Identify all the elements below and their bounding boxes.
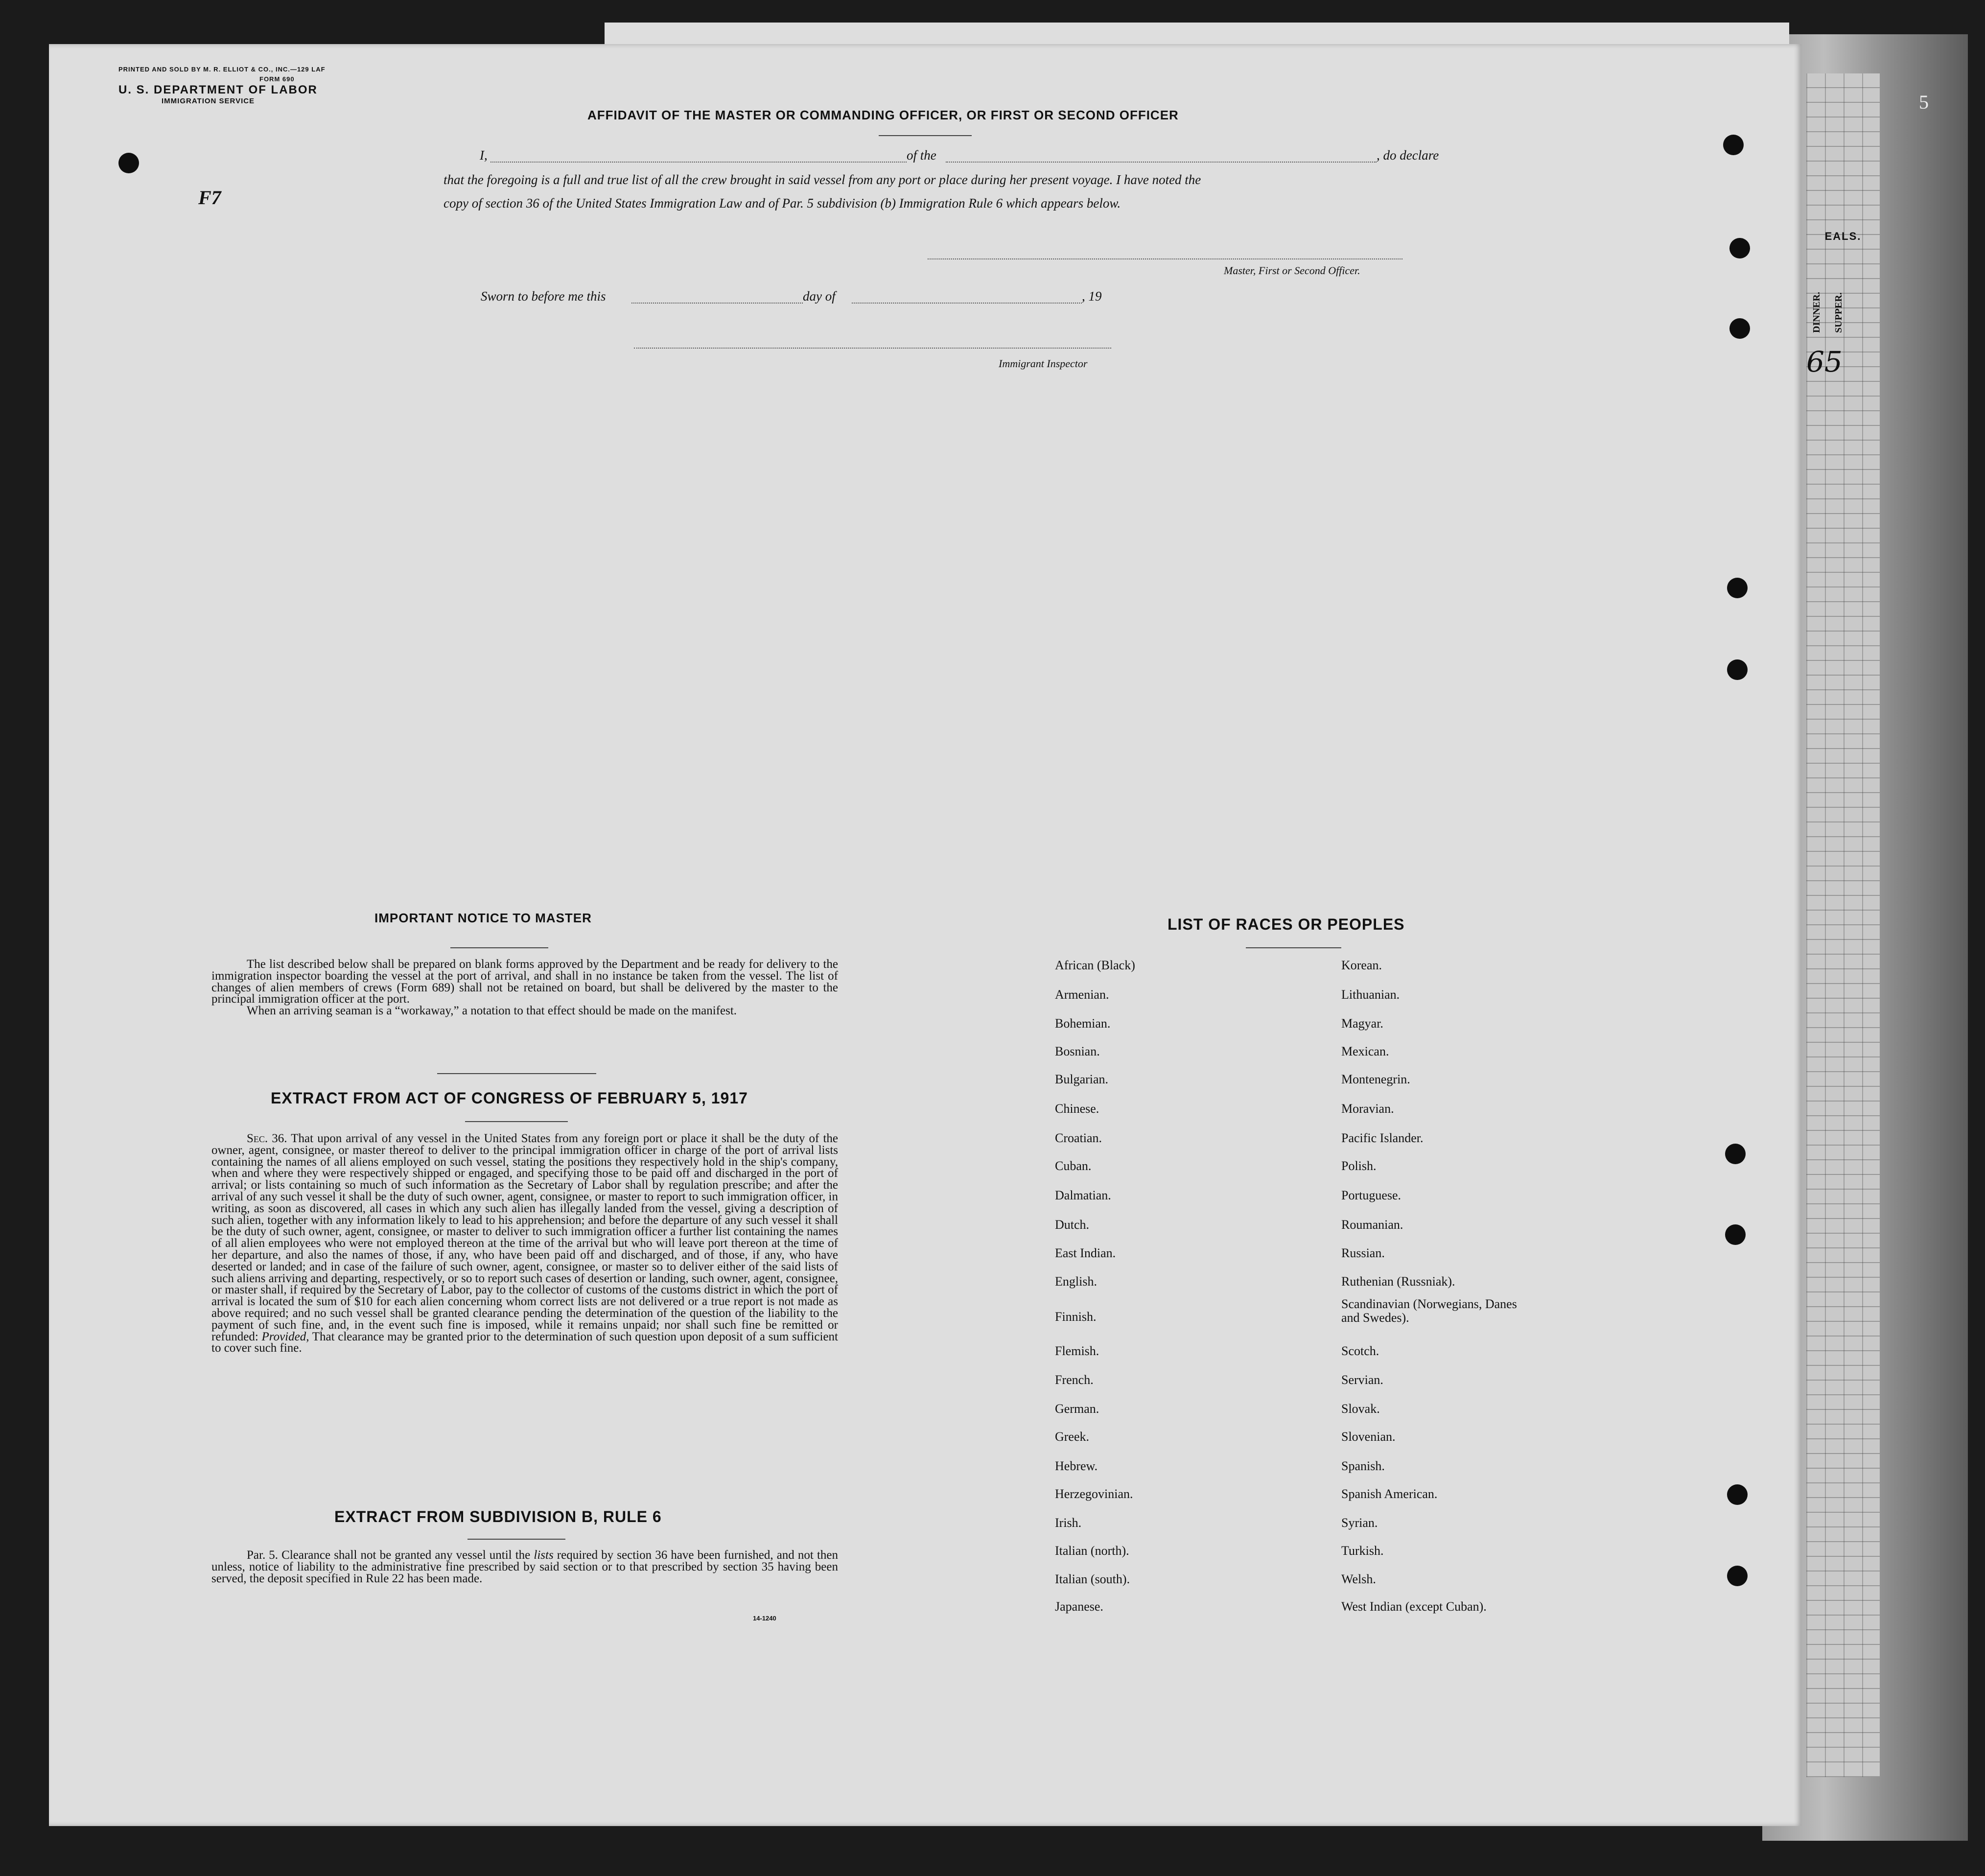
act-extract-title: EXTRACT FROM ACT OF CONGRESS OF FEBRUARY 5, 1917 [271, 1089, 748, 1107]
punch-hole [1727, 578, 1748, 598]
race-right-item: Mexican. [1341, 1044, 1389, 1058]
punch-hole [1729, 238, 1750, 258]
race-right-item: Spanish American. [1341, 1487, 1438, 1501]
punch-hole [1725, 1144, 1746, 1164]
punch-hole [1727, 659, 1748, 680]
race-left-item: Italian (south). [1055, 1572, 1130, 1586]
department-name: U. S. DEPARTMENT OF LABOR [118, 83, 318, 96]
race-left-item: East Indian. [1055, 1246, 1116, 1260]
name-blank[interactable] [490, 162, 907, 163]
sworn-month-blank[interactable] [852, 303, 1082, 304]
provided-word: Provided, [261, 1330, 309, 1343]
officer-signature-label: Master, First or Second Officer. [1224, 264, 1360, 277]
sworn-day-blank[interactable] [631, 303, 803, 304]
races-title-underline [1246, 947, 1341, 948]
race-left-item: Greek. [1055, 1430, 1090, 1444]
ledger-column-supper: SUPPER. [1833, 292, 1844, 333]
rule-extract-text [211, 1549, 838, 1584]
sworn-prefix: Sworn to before me this [481, 289, 606, 304]
race-left-item: Irish. [1055, 1516, 1082, 1530]
punch-hole [1729, 318, 1750, 339]
race-right-item: Moravian. [1341, 1102, 1394, 1116]
act-title-underline [465, 1121, 568, 1122]
notice-paragraph-2: When an arriving seaman is a “workaway,” a notation to that effect should be made on the manifest. [247, 1004, 737, 1018]
race-left-item: Japanese. [1055, 1599, 1103, 1614]
race-right-item: Montenegrin. [1341, 1072, 1410, 1086]
form-page [49, 44, 1801, 1826]
vessel-blank[interactable] [946, 162, 1377, 163]
notice-title-underline [450, 947, 548, 948]
race-left-item: Finnish. [1055, 1310, 1097, 1324]
race-left-item: Armenian. [1055, 987, 1109, 1002]
ledger-handwritten-number: 65 [1806, 345, 1843, 378]
race-left-item: German. [1055, 1402, 1099, 1416]
race-left-item: Herzegovinian. [1055, 1487, 1133, 1501]
officer-signature-line[interactable] [928, 258, 1402, 259]
race-left-item: Hebrew. [1055, 1459, 1098, 1473]
affidavit-of-the: of the [907, 148, 936, 163]
section-label: Sec. 36. [247, 1132, 287, 1145]
rule-extract-title: EXTRACT FROM SUBDIVISION B, RULE 6 [334, 1508, 662, 1525]
affidavit-title: AFFIDAVIT OF THE MASTER OR COMMANDING OFFICER, OR FIRST OR SECOND OFFICER [587, 108, 1179, 122]
race-left-item: Chinese. [1055, 1102, 1099, 1116]
affidavit-declare: , do declare [1377, 148, 1439, 163]
race-right-item: West Indian (except Cuban). [1341, 1599, 1487, 1614]
notice-title: IMPORTANT NOTICE TO MASTER [374, 911, 592, 925]
punch-hole [1727, 1484, 1748, 1505]
race-left-item: Cuban. [1055, 1159, 1092, 1173]
race-left-item: Croatian. [1055, 1131, 1102, 1145]
race-right-item: Spanish. [1341, 1459, 1385, 1473]
ledger-header: EALS. [1824, 230, 1862, 242]
race-left-item: African (Black) [1055, 958, 1135, 972]
affidavit-line-2: that the foregoing is a full and true list of all the crew brought in said vessel from any port or place during her present voyage. I have noted the [444, 172, 1201, 187]
notice-divider [437, 1073, 596, 1074]
act-body: That upon arrival of any vessel in the United States from any foreign port or place it shall be the duty of the owner, agent, consignee, or master thereof to deliver to the principal immigration officer in charge of the port of arrival lists containing the names of all aliens employed on such vessel, stating the positions they respectively hold in the ship's company, when and where they were respectively shipped or engaged, and specifying those to be paid off and discharged in the port of arrival; or lists containing so much of such information as the Secretary of Labor shall by regulation prescribe; and after the arrival of any such vessel it shall be the duty of such owner, agent, consignee, or master to report to such immigration officer, in writing, as soon as discovered, all cases in which any such alien has illegally landed from the vessel, giving a description of such alien, together with any information likely to lead to his apprehension; and before the departure of any such vessel it shall be the duty of such owner, agent, consignee, or master to deliver to such immigration officer a further list containing the names of all alien employees who were not employed thereon at the time of the arrival but who will leave port thereon at the time of her departure, and also the names of those, if any, who have been paid off and discharged, and of those, if any, who have deserted or landed; and in case of the failure of such owner, agent, consignee, or master so to deliver either of the said lists of such aliens arriving and departing, respectively, or so to report such cases of desertion or landing, such owner, agent, consignee, or master shall, if required by the Secretary of Labor, pay to the collector of customs of the customs district in which the port of arrival is located the sum of $10 for each alien concerning whom correct lists are not delivered or a true report is not made as above required; and no such vessel shall be granted clearance pending the determination of the question of the liability to the payment of such fine, and, in the event such fine is imposed, while it remains unpaid; nor shall such fine be remitted or refunded: [211, 1132, 839, 1343]
title-underline [879, 135, 972, 136]
race-right-item: Russian. [1341, 1246, 1385, 1260]
notice-paragraph-1: The list described below shall be prepared on blank forms approved by the Department and be ready for delivery to the immigration inspector boarding the vessel at the port of arrival, and shall in no instance be taken from the vessel. The list of changes of alien members of crews (Form 689) shall not be retained on board, but shall be delivered by the master to the principal immigration officer at the port. [211, 958, 838, 1006]
rule-text-end: required by section 36 have been furnished, and not then unless, notice of liability to the administrative fine prescribed by said section or to that prescribed by section 35 having been served, the deposit specified in Rule 22 has been made. [211, 1548, 839, 1585]
sworn-day-of: day of [803, 289, 836, 304]
print-code: 14-1240 [753, 1615, 776, 1622]
race-right-item: Syrian. [1341, 1516, 1378, 1530]
act-body-end: That clearance may be granted prior to the determination of such question upon deposit of a sum sufficient to cover such fine. [211, 1330, 839, 1355]
race-left-item: Bosnian. [1055, 1044, 1100, 1058]
sworn-year: , 19 [1082, 289, 1102, 304]
punch-hole [1727, 1566, 1748, 1586]
race-left-item: Dutch. [1055, 1218, 1090, 1232]
race-right-item: Turkish. [1341, 1544, 1384, 1558]
race-right-item: Slovak. [1341, 1402, 1380, 1416]
race-right-item: Lithuanian. [1341, 987, 1400, 1002]
corner-mark: 5 [1919, 91, 1929, 113]
race-left-item: Bulgarian. [1055, 1072, 1109, 1086]
form-number: FORM 690 [259, 75, 295, 83]
race-left-item: Italian (north). [1055, 1544, 1129, 1558]
ledger-column-dinner: DINNER. [1811, 292, 1822, 333]
affidavit-i: I, [480, 148, 488, 163]
handwritten-mark: F7 [198, 187, 221, 209]
races-title: LIST OF RACES OR PEOPLES [1168, 915, 1405, 933]
printer-imprint: PRINTED AND SOLD BY M. R. ELLIOT & CO., INC.—129 LAF [118, 66, 326, 73]
race-right-item: Scandinavian (Norwegians, Danes and Swedes). [1341, 1297, 1517, 1325]
race-right-item: Ruthenian (Russniak). [1341, 1274, 1455, 1289]
race-right-item: Magyar. [1341, 1016, 1383, 1031]
race-right-item: Pacific Islander. [1341, 1131, 1424, 1145]
race-right-item: Welsh. [1341, 1572, 1376, 1586]
rule-title-underline [467, 1539, 565, 1540]
race-left-item: French. [1055, 1373, 1094, 1387]
race-right-item: Korean. [1341, 958, 1382, 972]
race-right-item: Roumanian. [1341, 1218, 1403, 1232]
notice-text [211, 959, 838, 1017]
race-left-item: English. [1055, 1274, 1097, 1289]
inspector-signature-line[interactable] [634, 348, 1111, 349]
lists-word: lists [534, 1548, 554, 1562]
race-left-item: Bohemian. [1055, 1016, 1111, 1031]
race-right-item: Portuguese. [1341, 1188, 1401, 1202]
affidavit-line-3: copy of section 36 of the United States Immigration Law and of Par. 5 subdivision (b) Immigration Rule 6 which appears below. [444, 196, 1121, 211]
race-left-item: Dalmatian. [1055, 1188, 1111, 1202]
race-right-item: Slovenian. [1341, 1430, 1396, 1444]
punch-hole [118, 153, 139, 173]
race-right-item: Servian. [1341, 1373, 1383, 1387]
act-extract-text [211, 1133, 838, 1354]
punch-hole [1723, 135, 1744, 155]
inspector-label: Immigrant Inspector [999, 357, 1088, 370]
race-right-item: Polish. [1341, 1159, 1377, 1173]
race-right-item: Scotch. [1341, 1344, 1379, 1358]
service-name: IMMIGRATION SERVICE [162, 97, 255, 105]
race-left-item: Flemish. [1055, 1344, 1099, 1358]
rule-text-start: Par. 5. Clearance shall not be granted any vessel until the [247, 1548, 531, 1562]
punch-hole [1725, 1224, 1746, 1245]
